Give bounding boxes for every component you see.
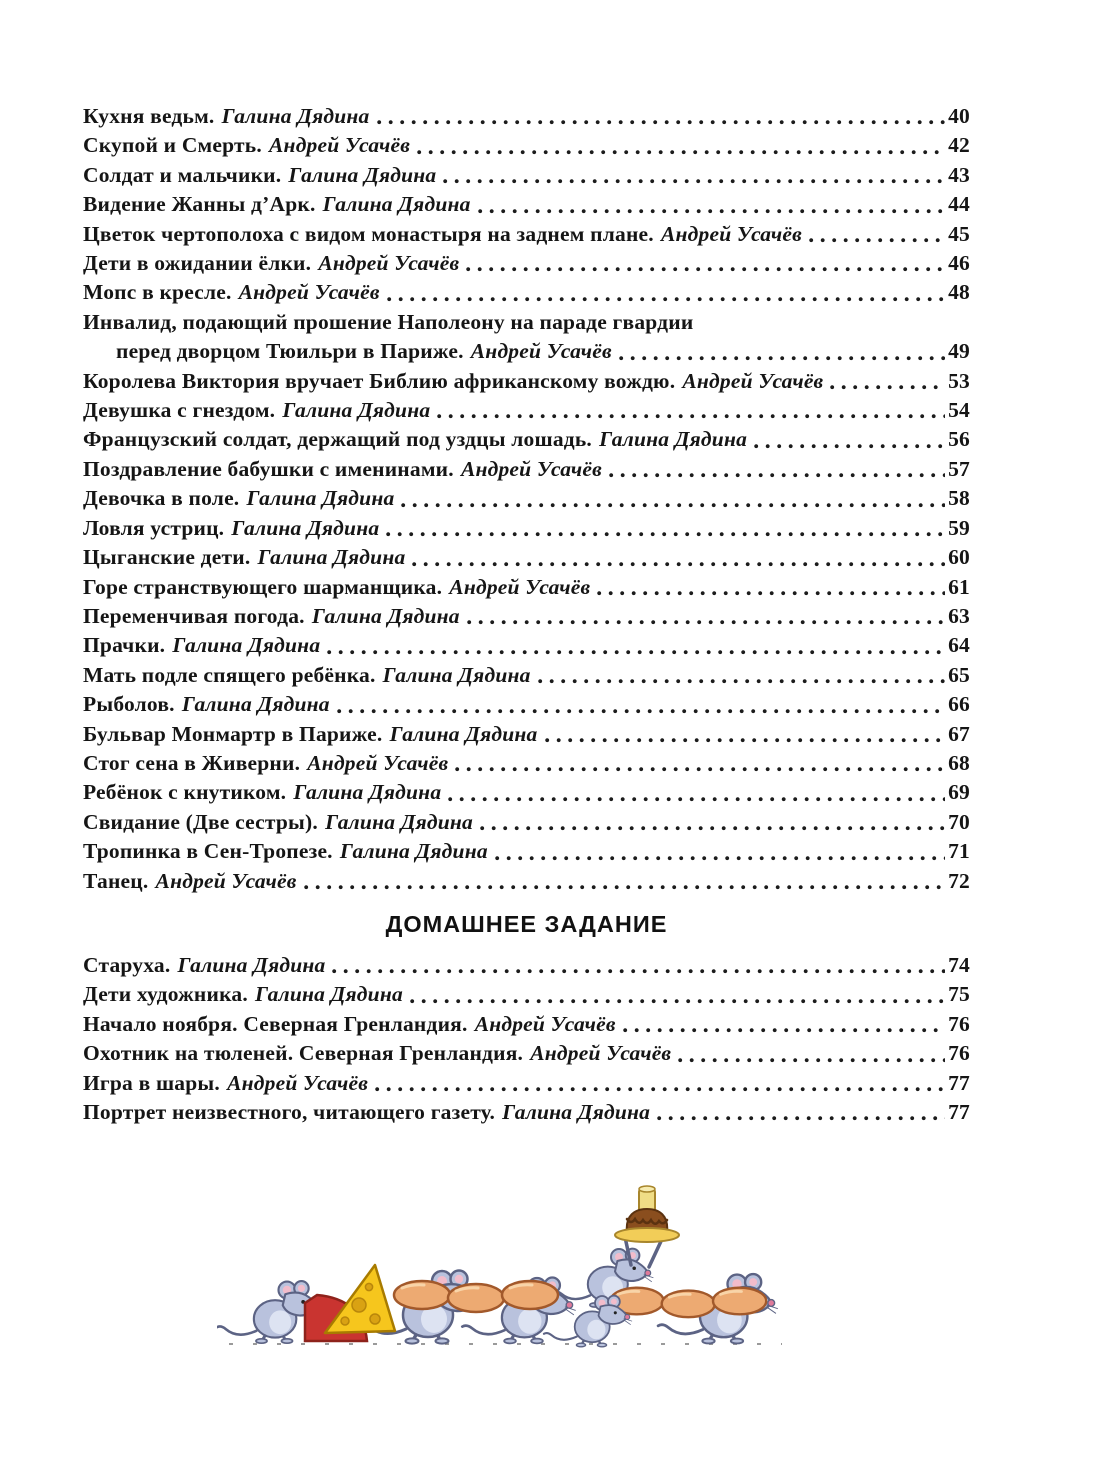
entry-author: Галина Дядина [311,603,460,628]
toc-entry [83,484,970,513]
entry-page: 60 [948,545,970,570]
entry-page: 72 [948,868,970,893]
dot-leader [754,444,945,449]
entry-author: Андрей Усачёв [449,574,591,599]
toc-entry [83,837,970,866]
dot-leader [678,1058,945,1063]
entry-author: Галина Дядина [177,952,326,977]
entry-page: 48 [948,280,970,305]
entry-title: Видение Жанны д’Арк. [83,192,316,217]
toc-entry [83,1098,970,1127]
entry-title: Тропинка в Сен-Тропезе. [83,839,333,864]
toc-list-main [83,102,970,896]
dot-leader [657,1116,945,1121]
toc-entry [83,573,970,602]
entry-page: 63 [948,603,970,628]
entry-page: 76 [948,1041,970,1066]
entry-author: Галина Дядина [288,162,437,187]
entry-title: Цветок чертополоха с видом монастыря на заднем плане. [83,221,654,246]
entry-page: 57 [948,456,970,481]
entry-author: Галина Дядина [382,662,531,687]
entry-title: Стог сена в Живерни. [83,750,301,775]
toc-entry [83,308,970,337]
dot-leader [332,969,945,974]
dot-leader [304,885,946,890]
entry-author: Галина Дядина [293,780,442,805]
entry-title: Цыганские дети. [83,545,251,570]
entry-title: Девушка с гнездом. [83,398,276,423]
entry-page: 56 [948,427,970,452]
entry-page: 65 [948,662,970,687]
dot-leader [455,767,945,772]
entry-title: Поздравление бабушки с именинами. [83,456,454,481]
entry-author: Галина Дядина [339,839,488,864]
entry-page: 76 [948,1011,970,1036]
entry-author: Галина Дядина [322,192,471,217]
toc-entry [83,808,970,837]
entry-title: Бульвар Монмартр в Париже. [83,721,383,746]
dot-leader [480,826,945,831]
entry-author: Андрей Усачёв [307,750,449,775]
dot-leader [401,503,945,508]
entry-page: 67 [948,721,970,746]
toc-entry [83,131,970,160]
entry-page: 64 [948,633,970,658]
toc-entry [83,543,970,572]
entry-author: Галина Дядина [257,545,406,570]
dot-leader [467,620,945,625]
entry-author: Андрей Усачёв [318,251,460,276]
toc-entry [83,661,970,690]
entry-title: Девочка в поле. [83,486,240,511]
entry-author: Андрей Усачёв [460,456,602,481]
section-heading-homework: ДОМАШНЕЕ ЗАДАНИЕ [385,910,668,937]
entry-author: Галина Дядина [181,692,330,717]
toc-entry [83,867,970,896]
entry-author: Андрей Усачёв [530,1041,672,1066]
dot-leader [437,414,945,419]
toc-entry [83,1039,970,1068]
dot-leader [478,209,946,214]
entry-title: Свидание (Две сестры). [83,809,318,834]
entry-author: Галина Дядина [389,721,538,746]
toc-entry [83,278,970,307]
entry-author: Галина Дядина [246,486,395,511]
entry-title: Прачки. [83,633,166,658]
entry-author: Галина Дядина [599,427,748,452]
toc-entry [83,1010,970,1039]
entry-title: Ребёнок с кнутиком. [83,780,287,805]
toc-entry [83,220,970,249]
entry-author: Галина Дядина [325,809,474,834]
entry-title: Дети в ожидании ёлки. [83,251,312,276]
toc-entry [83,337,970,366]
entry-title: Скупой и Смерть. [83,133,262,158]
toc-entry [83,367,970,396]
entry-title: Игра в шары. [83,1070,220,1095]
entry-page: 45 [948,221,970,246]
toc-entry [83,690,970,719]
entry-author: Галина Дядина [282,398,431,423]
entry-page: 42 [948,133,970,158]
entry-page: 74 [948,952,970,977]
entry-author: Галина Дядина [221,104,370,128]
dot-leader [337,709,945,714]
entry-title: Мать подле спящего ребёнка. [83,662,376,687]
entry-author: Андрей Усачёв [238,280,380,305]
toc-entry [83,396,970,425]
entry-page: 66 [948,692,970,717]
entry-page: 70 [948,809,970,834]
dot-leader [410,999,945,1004]
toc-entry [83,190,970,219]
entry-page: 71 [948,839,970,864]
dot-leader [545,738,946,743]
dot-leader [417,150,945,155]
dot-leader [809,238,945,243]
entry-title: Старуха. [83,952,171,977]
dot-leader [495,856,945,861]
entry-author: Галина Дядина [231,515,380,540]
entry-page: 77 [948,1100,970,1124]
entry-page: 75 [948,982,970,1007]
entry-author: Галина Дядина [172,633,321,658]
dot-leader [412,562,945,567]
mice-feast-illustration [83,1153,970,1353]
entry-page: 61 [948,574,970,599]
sausage-chain-2 [610,1288,766,1317]
entry-page: 68 [948,750,970,775]
dot-leader [387,297,945,302]
toc-entry [83,980,970,1009]
cake-on-plate [615,1186,679,1242]
entry-title: Портрет неизвестного, читающего газету. [83,1100,496,1124]
dot-leader [597,591,945,596]
entry-author: Андрей Усачёв [660,221,802,246]
dot-leader [327,650,945,655]
entry-page: 59 [948,515,970,540]
entry-page: 54 [948,398,970,423]
dot-leader [377,120,946,125]
toc-entry [83,602,970,631]
entry-author: Галина Дядина [254,982,403,1007]
entry-title: Солдат и мальчики. [83,162,282,187]
entry-page: 40 [948,104,970,128]
toc-entry [83,951,970,980]
entry-author: Галина Дядина [502,1100,651,1124]
entry-title: Горе странствующего шарманщика. [83,574,443,599]
entry-title: Королева Виктория вручает Библию африканскому вождю. [83,368,676,393]
entry-author: Андрей Усачёв [682,368,824,393]
entry-title: Охотник на тюленей. Северная Гренландия. [83,1041,524,1066]
dot-leader [466,267,945,272]
entry-title: Мопс в кресле. [83,280,232,305]
dot-leader [609,473,945,478]
mice-feast-svg [217,1153,837,1353]
entry-page: 49 [948,339,970,364]
toc-entry [83,778,970,807]
toc-entry [83,631,970,660]
entry-title: Переменчивая погода. [83,603,305,628]
entry-title: Начало ноября. Северная Гренландия. [83,1011,468,1036]
dot-leader [619,356,945,361]
dot-leader [375,1087,945,1092]
toc-entry [83,161,970,190]
entry-page: 77 [948,1070,970,1095]
entry-page: 58 [948,486,970,511]
entry-page: 53 [948,368,970,393]
sausage-chain-1 [394,1281,558,1312]
toc-entry [83,514,970,543]
toc-entry [83,425,970,454]
entry-title: Дети художника. [83,982,248,1007]
dot-leader [830,385,945,390]
dot-leader [623,1028,945,1033]
toc-entry [83,720,970,749]
entry-author: Андрей Усачёв [474,1011,616,1036]
entry-author: Андрей Усачёв [470,339,612,364]
entry-title: Ловля устриц. [83,515,225,540]
entry-title: Инвалид, подающий прошение Наполеону на параде гвардии [83,309,694,334]
entry-title: перед дворцом Тюильри в Париже. [116,339,464,364]
entry-page: 44 [948,192,970,217]
dot-leader [448,797,945,802]
entry-title: Французский солдат, держащий под уздцы лошадь. [83,427,593,452]
entry-page: 46 [948,251,970,276]
toc-entry [83,1069,970,1098]
entry-title: Кухня ведьм. [83,104,215,128]
entry-author: Андрей Усачёв [227,1070,369,1095]
dot-leader [443,179,945,184]
cheese-wedge [305,1265,395,1341]
toc-entry [83,249,970,278]
entry-author: Андрей Усачёв [269,133,411,158]
toc-list-homework [83,951,970,1127]
entry-title: Рыболов. [83,692,175,717]
toc-entry [83,102,970,131]
entry-page: 69 [948,780,970,805]
entry-page: 43 [948,162,970,187]
dot-leader [538,679,946,684]
toc-entry [83,455,970,484]
dot-leader [386,532,945,537]
entry-author: Андрей Усачёв [155,868,297,893]
toc-entry [83,749,970,778]
entry-title: Танец. [83,868,149,893]
